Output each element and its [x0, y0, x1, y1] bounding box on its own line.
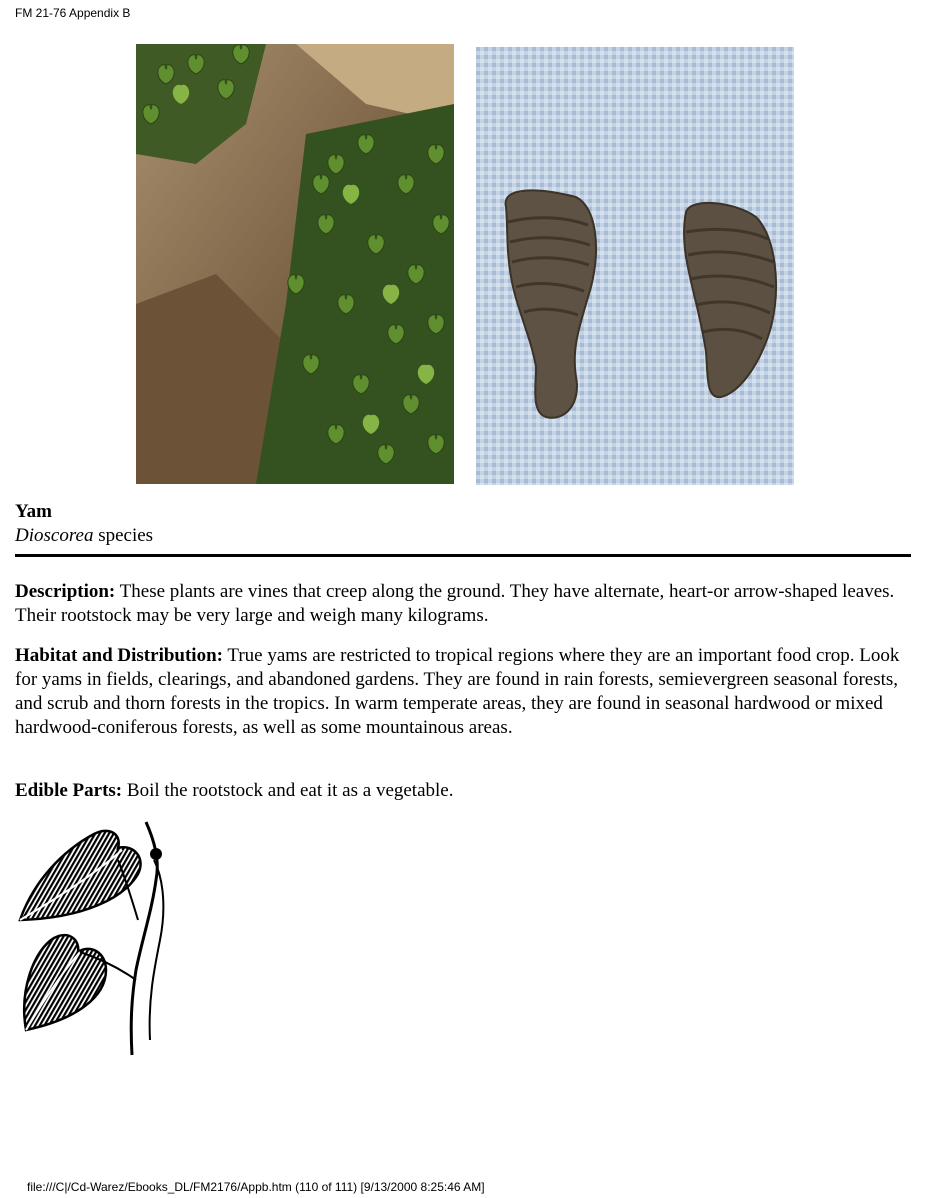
- habitat-text: True yams are restricted to tropical regions where they are an important food crop. Look for yams in fields, clearings, and abandoned gardens. They are found in rain forests, semievergreen seasonal forests, and scrub and thorn forests in the tropics. In warm temperate areas, they are found in seasonal hardwood or mixed hardwood-coniferous forests, as well as some mountainous areas.: [15, 645, 900, 738]
- description-text: These plants are vines that creep along the ground. They have alternate, heart-or arrow-shaped leaves. Their rootstock may be very large and weigh many kilograms.: [15, 581, 895, 626]
- edible-parts-paragraph: [15, 779, 911, 803]
- edible-parts-label: Edible Parts:: [15, 780, 123, 801]
- description-paragraph: [15, 580, 911, 628]
- running-head: FM 21-76 Appendix B: [15, 6, 131, 20]
- section-divider: [15, 554, 911, 557]
- yam-rootstock-photo-image: [476, 47, 794, 485]
- plant-genus: Dioscorea: [15, 525, 94, 546]
- habitat-paragraph: [15, 644, 911, 740]
- plant-common-name: Yam: [15, 501, 52, 522]
- plant-title-block: [15, 500, 153, 548]
- habitat-label: Habitat and Distribution:: [15, 645, 223, 666]
- plant-scientific-name: [15, 524, 153, 548]
- edible-parts-text: Boil the rootstock and eat it as a vegetable.: [122, 780, 454, 801]
- yam-leaf-illustration-image: [14, 820, 172, 1060]
- plant-species-suffix: species: [93, 525, 154, 546]
- yam-vine-photo: [136, 44, 454, 484]
- yam-rootstock-photo: [476, 47, 794, 485]
- yam-leaf-illustration: [14, 820, 172, 1060]
- page-footer-url: file:///C|/Cd-Warez/Ebooks_DL/FM2176/Appb.htm (110 of 111) [9/13/2000 8:25:46 AM]: [27, 1180, 485, 1194]
- description-label: Description:: [15, 581, 116, 602]
- yam-vine-photo-image: [136, 44, 454, 484]
